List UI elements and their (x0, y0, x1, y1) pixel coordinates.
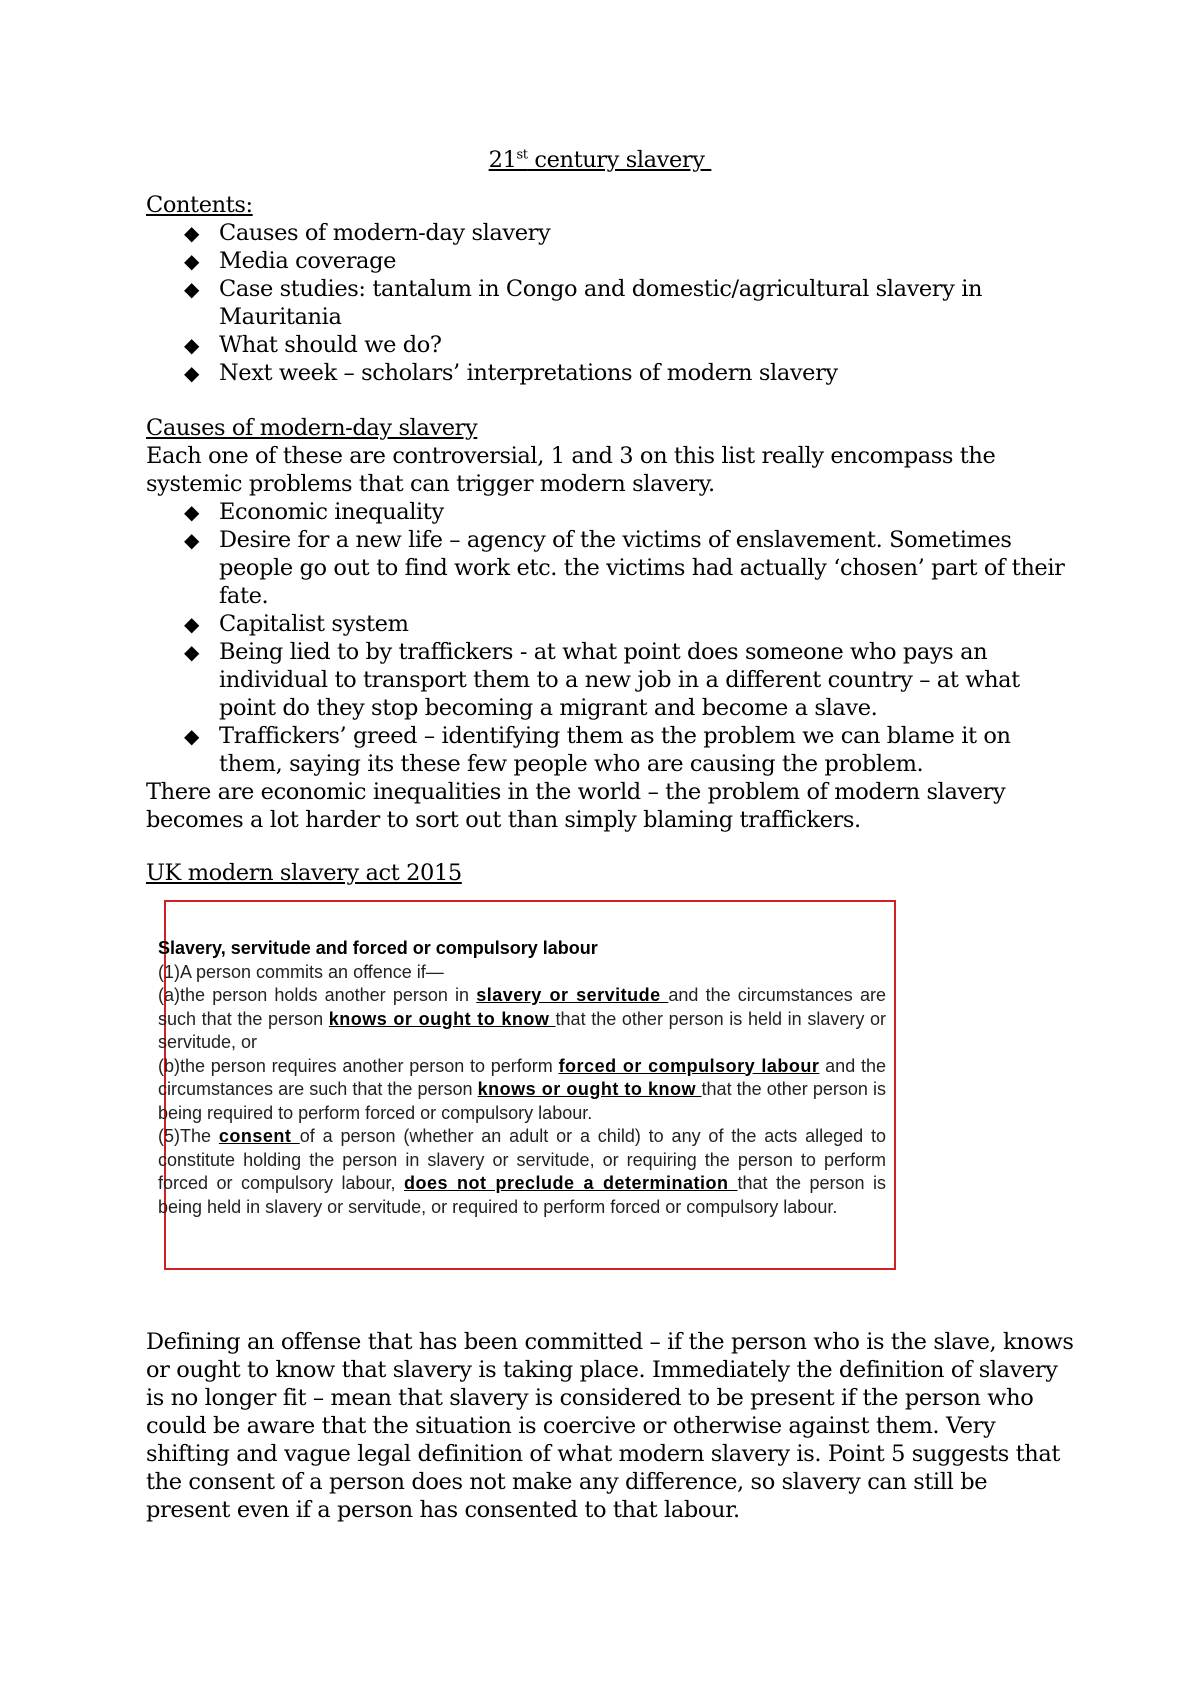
list-item: ◆ Media coverage (184, 248, 396, 274)
diamond-bullet-icon: ◆ (184, 249, 199, 273)
legal-emphasis: knows or ought to know (477, 1079, 702, 1099)
diamond-bullet-icon: ◆ (184, 724, 199, 748)
contents-section (146, 191, 1076, 387)
diamond-bullet-icon: ◆ (184, 361, 199, 385)
diamond-bullet-icon: ◆ (184, 333, 199, 357)
diamond-bullet-icon: ◆ (184, 500, 199, 524)
list-item: ◆ Causes of modern-day slavery (184, 220, 551, 246)
act-heading: UK modern slavery act 2015 (146, 860, 462, 886)
diamond-bullet-icon: ◆ (184, 528, 199, 552)
list-item: ◆ Being lied to by traffickers - at what point does someone who pays an individual to transport them to a new job in a different country – at what point do they stop becoming a migrant and become a slave. (184, 639, 1020, 721)
legal-emphasis: does not preclude a determination (404, 1173, 738, 1193)
title-number: 21 (488, 147, 517, 173)
causes-outro: There are economic inequalities in the world – the problem of modern slavery becomes a lot harder to sort out than simply blaming traffickers. (146, 779, 1006, 833)
causes-intro: Each one of these are controversial, 1 and 3 on this list really encompass the systemic problems that can trigger modern slavery. (146, 443, 996, 497)
title-superscript: st (516, 147, 528, 163)
legal-clause-a: (a)the person holds another person in slavery or servitude and the circumstances are such that the person knows or ought to know that the other person is held in slavery or servitude, or (158, 985, 887, 1052)
diamond-bullet-icon: ◆ (184, 612, 199, 636)
legal-clause-b: (b)the person requires another person to perform forced or compulsory labour and the circumstances are such that the person knows or ought to know that the other person is being required to perform forced or compulsory labour. (158, 1055, 886, 1123)
legal-emphasis: consent (218, 1126, 300, 1146)
list-item: ◆ Economic inequality (184, 499, 444, 525)
legal-emphasis: slavery or servitude (476, 985, 669, 1005)
legal-excerpt (158, 937, 886, 1219)
legal-emphasis: forced or compulsory labour (558, 1055, 820, 1076)
legal-emphasis: knows or ought to know (328, 1008, 556, 1029)
legal-clause-5: (5)The consent of a person (whether an adult or a child) to any of the acts alleged to constitute holding the person in slavery or servitude, or requiring the person to perform forced or compulsory labour, does not preclude a determination that the person is being held in slavery or servitude, or required to perform forced or compulsory labour. (158, 1126, 886, 1217)
list-item: ◆ Desire for a new life – agency of the victims of enslavement. Sometimes people go out to find work etc. the victims had actually ‘chosen’ part of their fate. (184, 527, 1065, 609)
contents-list (146, 219, 1076, 387)
diamond-bullet-icon: ◆ (184, 640, 199, 664)
conclusion-paragraph: Defining an offense that has been committed – if the person who is the slave, knows or ought to know that slavery is taking place. Immediately the definition of slavery is no longer fit – mean that slavery is considered to be present if the person who could be aware that the situation is coercive or otherwise against them. Very shifting and vague legal definition of what modern slavery is. Point 5 suggests that the consent of a person does not make any difference, so slavery can still be present even if a person has consented to that labour. (146, 1329, 1074, 1523)
diamond-bullet-icon: ◆ (184, 277, 199, 301)
causes-heading: Causes of modern-day slavery (146, 415, 478, 441)
diamond-bullet-icon: ◆ (184, 221, 199, 245)
causes-list (146, 498, 1076, 778)
legal-clause-1: (1)A person commits an offence if— (158, 961, 444, 982)
contents-heading: Contents: (146, 192, 253, 218)
legal-heading: Slavery, servitude and forced or compulsory labour (158, 938, 598, 958)
title-text: century slavery (527, 147, 712, 173)
list-item: ◆ Capitalist system (184, 611, 409, 637)
list-item: ◆ Case studies: tantalum in Congo and domestic/agricultural slavery in Mauritania (184, 276, 983, 330)
list-item: ◆ Traffickers’ greed – identifying them as the problem we can blame it on them, saying its these few people who are causing the problem. (184, 723, 1011, 777)
causes-section (146, 414, 1076, 834)
list-item: ◆ What should we do? (184, 332, 442, 358)
page-title (0, 146, 1200, 174)
list-item: ◆ Next week – scholars’ interpretations of modern slavery (184, 360, 838, 386)
